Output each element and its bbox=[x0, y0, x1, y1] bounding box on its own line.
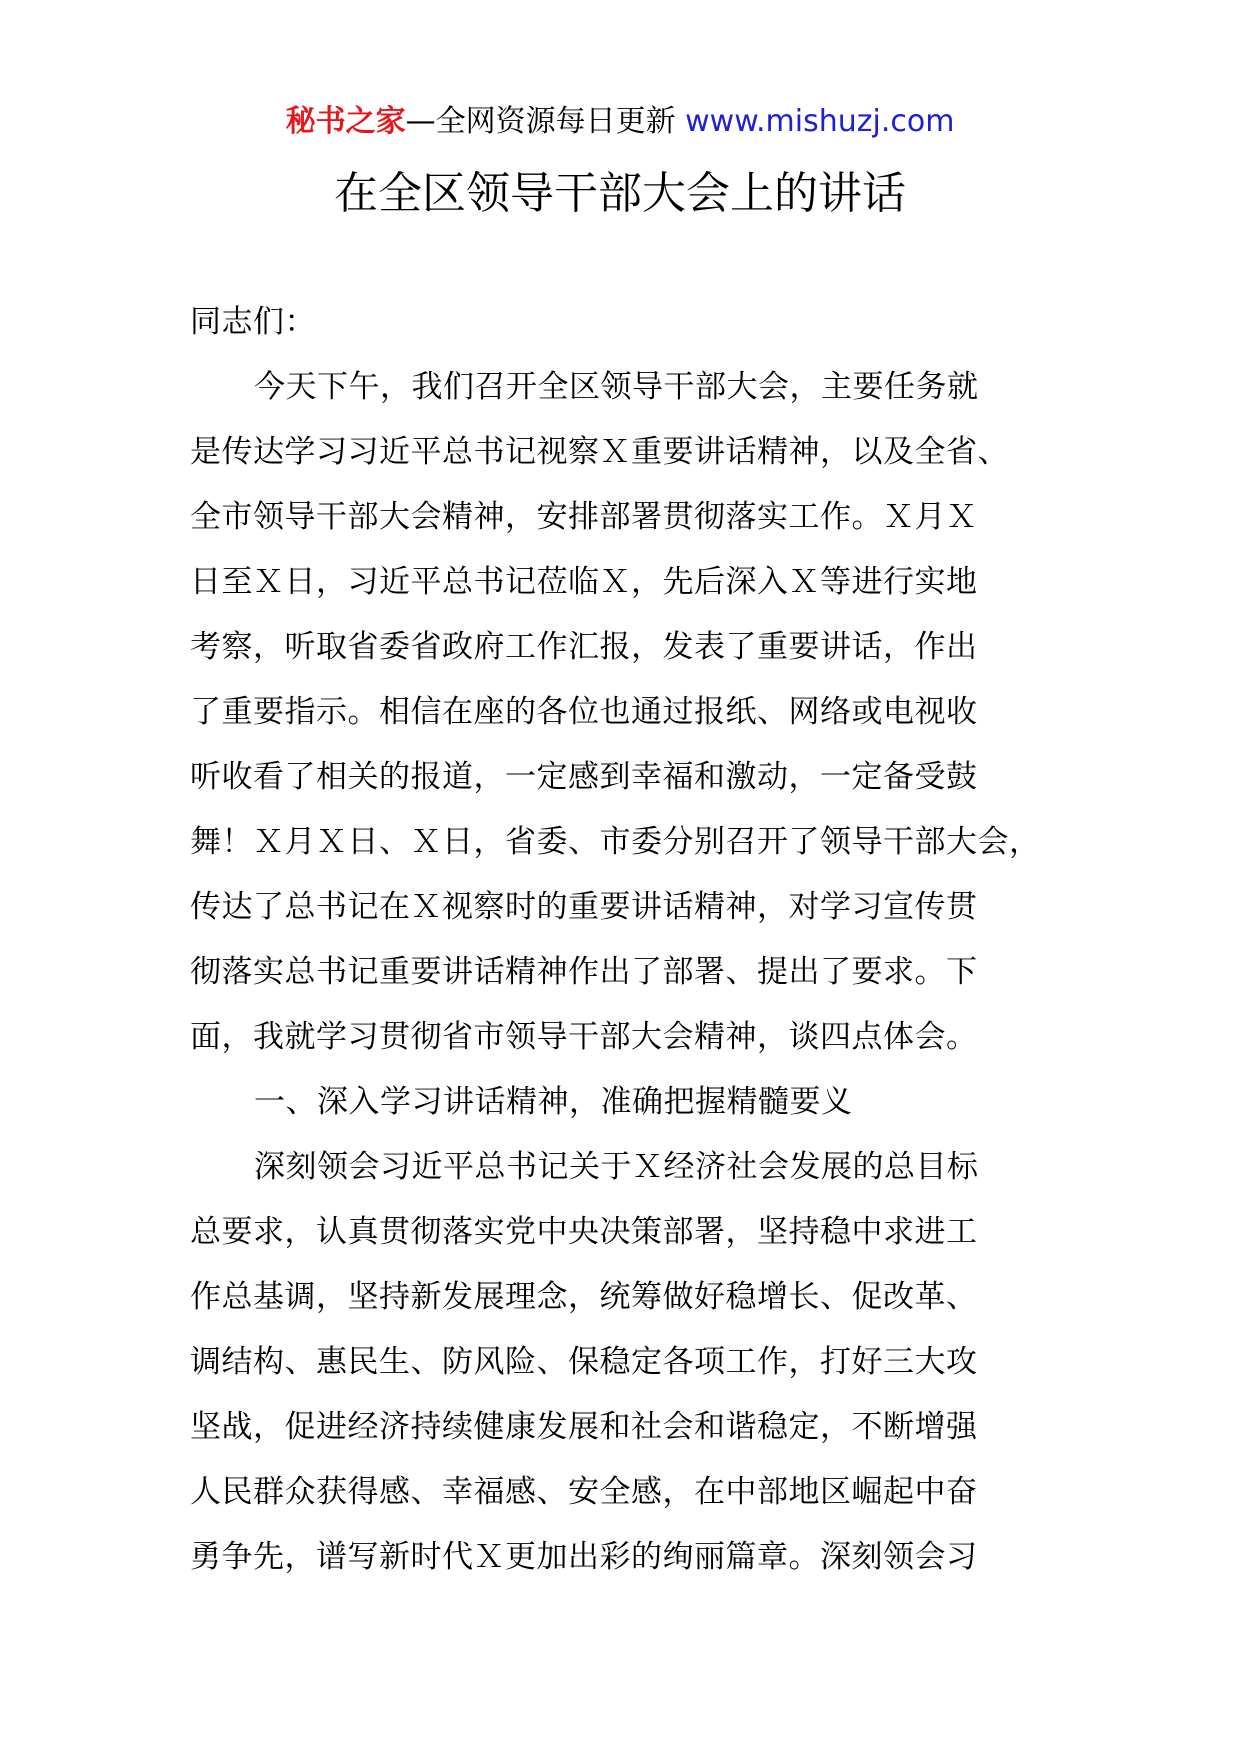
paragraph-line: 勇争先，谱写新时代Ｘ更加出彩的绚丽篇章。深刻领会习 bbox=[190, 1539, 978, 1575]
site-tagline: —全网资源每日更新 bbox=[405, 104, 686, 139]
paragraph-line: 调结构、惠民生、防风险、保稳定各项工作，打好三大攻 bbox=[190, 1344, 978, 1380]
site-url-link[interactable]: www.mishuzj.com bbox=[685, 104, 955, 139]
brand-name: 秘书之家 bbox=[285, 104, 406, 139]
document-body bbox=[190, 290, 1090, 1590]
document-title: 在全区领导干部大会上的讲话 bbox=[334, 168, 906, 219]
paragraph-line: 深刻领会习近平总书记关于Ｘ经济社会发展的总目标 bbox=[254, 1149, 979, 1185]
paragraph-line: 作总基调，坚持新发展理念，统筹做好稳增长、促改革、 bbox=[190, 1279, 978, 1315]
paragraph-line: 面，我就学习贯彻省市领导干部大会精神，谈四点体会。 bbox=[190, 1019, 978, 1055]
paragraph-line: 人民群众获得感、幸福感、安全感，在中部地区崛起中奋 bbox=[190, 1474, 978, 1510]
paragraph-line: 坚战，促进经济持续健康发展和社会和谐稳定，不断增强 bbox=[190, 1409, 978, 1445]
site-header bbox=[0, 100, 1240, 144]
paragraph-line: 是传达学习习近平总书记视察Ｘ重要讲话精神，以及全省、 bbox=[190, 434, 1009, 470]
paragraph-line: 总要求，认真贯彻落实党中央决策部署，坚持稳中求进工 bbox=[190, 1214, 978, 1250]
paragraph-line: 考察，听取省委省政府工作汇报，发表了重要讲话，作出 bbox=[190, 629, 978, 665]
paragraph-line: 全市领导干部大会精神，安排部署贯彻落实工作。Ｘ月Ｘ bbox=[190, 499, 978, 535]
paragraph-line: 了重要指示。相信在座的各位也通过报纸、网络或电视收 bbox=[190, 694, 978, 730]
salutation-line: 同志们： bbox=[190, 304, 316, 340]
section-heading: 一、深入学习讲话精神，准确把握精髓要义 bbox=[254, 1084, 853, 1120]
paragraph-line: 日至Ｘ日，习近平总书记莅临Ｘ，先后深入Ｘ等进行实地 bbox=[190, 564, 978, 600]
paragraph-line: 今天下午，我们召开全区领导干部大会，主要任务就 bbox=[254, 369, 979, 405]
paragraph-line: 听收看了相关的报道，一定感到幸福和激动，一定备受鼓 bbox=[190, 759, 978, 795]
paragraph-line: 舞！Ｘ月Ｘ日、Ｘ日，省委、市委分别召开了领导干部大会， bbox=[190, 824, 1041, 860]
paragraph-line: 彻落实总书记重要讲话精神作出了部署、提出了要求。下 bbox=[190, 954, 978, 990]
paragraph-line: 传达了总书记在Ｘ视察时的重要讲话精神，对学习宣传贯 bbox=[190, 889, 978, 925]
